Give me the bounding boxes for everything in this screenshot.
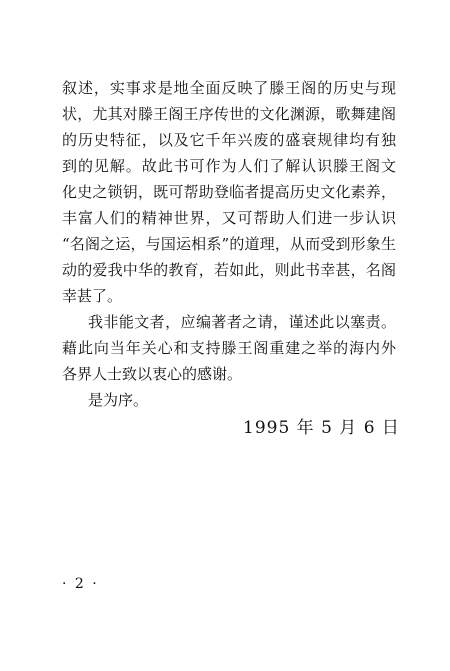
- text-line: “名阁之运，与国运相系”的道理，从而受到形象生: [62, 235, 396, 253]
- text-line: 的历史特征，以及它千年兴废的盛衰规律均有独: [62, 131, 396, 149]
- text-line: 化史之锁钥，既可帮助登临者提高历史文化素养，: [62, 183, 396, 201]
- text-line: 藉此向当年关心和支持滕王阁重建之举的海内外: [62, 339, 396, 357]
- text-line: 叙述，实事求是地全面反映了滕王阁的历史与现: [62, 79, 396, 97]
- text-line: 我非能文者，应编著者之请，谨述此以塞责。: [88, 313, 396, 331]
- text-line: 状，尤其对滕王阁王序传世的文化渊源，歌舞建阁: [62, 105, 396, 123]
- text-line: 幸甚了。: [62, 287, 123, 305]
- text-line: 是为序。: [88, 391, 149, 409]
- text-line: 丰富人们的精神世界，又可帮助人们进一步认识: [62, 209, 396, 227]
- text-line: 动的爱我中华的教育，若如此，则此书幸甚，名阁: [62, 261, 396, 279]
- page-number: · 2 ·: [62, 576, 99, 592]
- text-line: 各界人士致以衷心的感谢。: [62, 365, 243, 383]
- signature-date: 1995 年 5 月 6 日: [243, 418, 400, 438]
- text-line: 到的见解。故此书可作为人们了解认识滕王阁文: [62, 157, 396, 175]
